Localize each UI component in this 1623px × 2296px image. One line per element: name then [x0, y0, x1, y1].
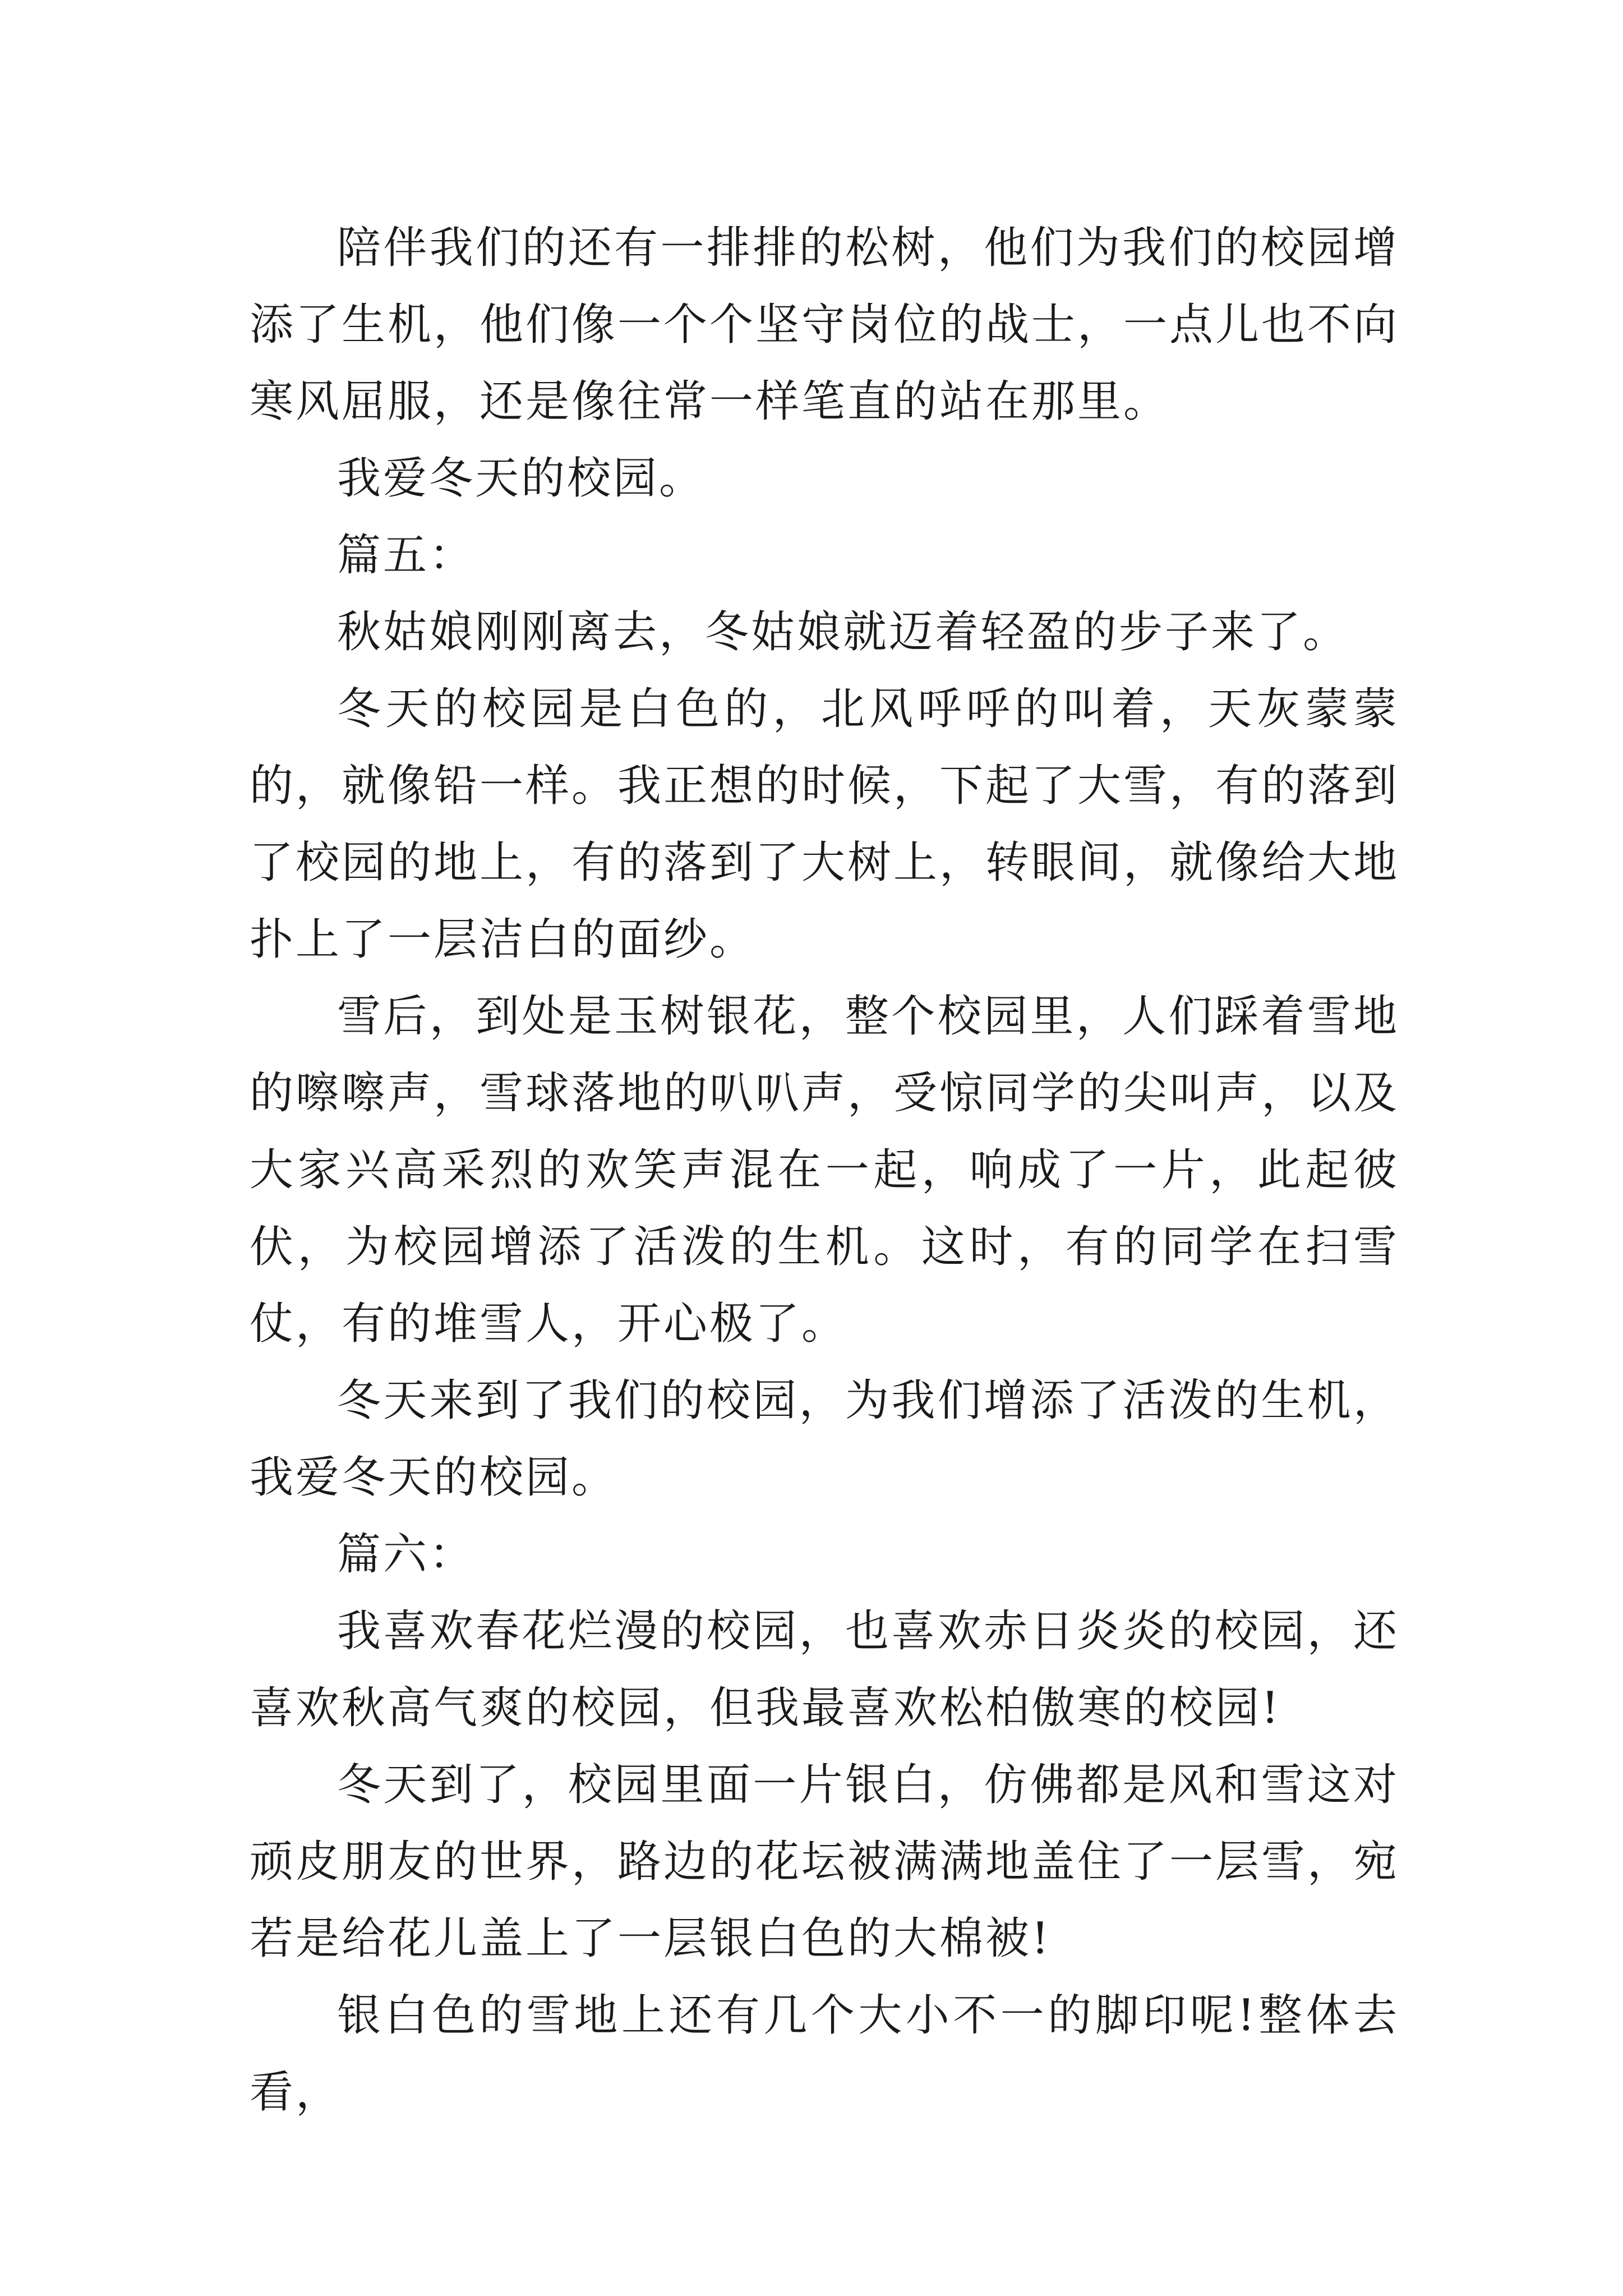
- paragraph-pine-trees: 陪伴我们的还有一排排的松树，他们为我们的校园增添了生机，他们像一个个坚守岗位的战士，一点儿也不向寒风屈服，还是像往常一样笔直的站在那里。: [250, 223, 1400, 427]
- section-heading-six: 篇六：: [337, 1529, 476, 1580]
- paragraph-silver-campus: 冬天到了，校园里面一片银白，仿佛都是风和雪这对顽皮朋友的世界，路边的花坛被满满地盖住了一层雪，宛若是给花儿盖上了一层银白色的大棉被!: [250, 1760, 1400, 1964]
- paragraph-white-campus: 冬天的校园是白色的，北风呼呼的叫着，天灰蒙蒙的，就像铅一样。我正想的时候，下起了大雪，有的落到了校园的地上，有的落到了大树上，转眼间，就像给大地扑上了一层洁白的面纱。: [250, 684, 1400, 965]
- paragraph-favorite-campus: 我喜欢春花烂漫的校园，也喜欢赤日炎炎的校园，还喜欢秋高气爽的校园，但我最喜欢松柏傲寒的校园!: [250, 1606, 1399, 1733]
- paragraph-after-snow: 雪后，到处是玉树银花，整个校园里，人们踩着雪地的嚓嚓声，雪球落地的叭叭声，受惊同学的尖叫声，以及大家兴高采烈的欢笑声混在一起，响成了一片，此起彼伏，为校园增添了活泼的生机。这时，有的同学在扫雪仗，有的堆雪人，开心极了。: [250, 991, 1400, 1349]
- paragraph-love-winter-campus: 我爱冬天的校园。: [337, 453, 706, 504]
- document-body: [250, 210, 1399, 2131]
- paragraph-footprints: 银白色的雪地上还有几个大小不一的脚印呢!整体去看，: [250, 1990, 1399, 2118]
- paragraph-autumn-leaves: 秋姑娘刚刚离去，冬姑娘就迈着轻盈的步子来了。: [337, 607, 1349, 657]
- section-heading-five: 篇五：: [337, 530, 476, 581]
- paragraph-winter-arrives: 冬天来到了我们的校园，为我们增添了活泼的生机，我爱冬天的校园。: [250, 1375, 1399, 1503]
